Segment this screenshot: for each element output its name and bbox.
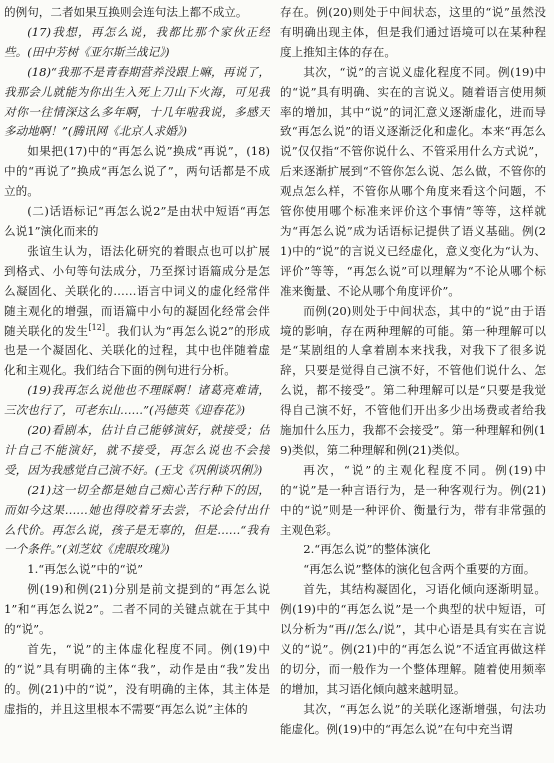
left-example-paragraph [4,23,270,63]
paragraph-text: 例(19)和例(21)分别是前文提到的“再怎么说1”和“再怎么说2”。二者不同的关键点就在于其中的“说”。 [4,582,270,637]
paragraph-text: (21)这一切全都是她自己痴心苦行种下的因，而如今这果……她也得咬着牙去尝，不论会付出什么代价。再怎么说，孩子是无辜的，但是……“我有一个条件。”(刘芝妏《虎眼玫瑰》) [4,482,270,557]
paragraph-text: 再次，“说”的主观化程度不同。例(19)中的“说”是一种言语行为，是一种客观行为。例(21)中的“说”则是一种评价、衡量行为，带有非常强的主观色彩。 [280,462,546,537]
right-body-paragraph [280,700,546,740]
left-example-paragraph [4,63,270,143]
paragraph-text: 2.“再怎么说”的整体演化 [303,542,431,557]
left-body-paragraph [4,142,270,202]
paragraph-text: (18)“我那不是青春期营养没跟上嘛，再说了，我那会儿就能为你出生入死上刀山下火海，可见我对你一往情深这么多年啊，十几年啦我说，多感天多动地啊！”(腾讯网《北京人求婚》) [4,64,270,139]
paragraph-text: 而例(20)则处于中间状态，其中的“说”由于语境的影响，存在两种理解的可能。第一种理解可以是“某剧组的人拿着剧本来找我，对我下了很多说辞，只要是觉得自己演不好，不管他们说什么、怎么说，都不接受”。第二种理解可以是“只要是我觉得自己演不好，不管他们开出多少出场费或者给我施加什么压力，我都不会接受”。第一种理解和例(19)类似，第二种理解和例(21)类似。 [280,303,546,457]
right-column [280,3,546,763]
citation-superscript: [12] [88,322,105,332]
left-body-paragraph [4,580,270,640]
paragraph-text: (二)话语标记“再怎么说2”是由状中短语“再怎么说1”演化而来的 [4,204,270,238]
paragraph-text: (19)我再怎么说他也不理睬啊！诸葛亮难请，三次也行了，可老东山……”(冯德英《迎春花》) [4,383,270,418]
left-body-paragraph [4,3,270,23]
left-example-paragraph [4,481,270,561]
paragraph-text: (17)我想，再怎么说，我都比那个家伙正经些。(田中芳树《亚尔斯兰战记》) [4,24,270,59]
right-body-paragraph [280,580,546,699]
left-body-paragraph [4,242,270,381]
left-heading-paragraph [4,202,270,242]
right-heading-paragraph [280,540,546,560]
paragraph-text: “再怎么说”整体的演化包含两个重要的方面。 [303,562,536,577]
paragraph-text: 其次，“再怎么说”的关联化逐渐增强，句法功能虚化。例(19)中的“再怎么说”在句中充当谓 [280,701,546,736]
right-body-paragraph [280,302,546,461]
right-body-paragraph [280,63,546,302]
paragraph-text-continued: 。我们认为“再怎么说2”的形成也是一个凝固化、关联化的过程，其中也伴随着虚化和主观化。我们结合下面的例句进行分析。 [4,323,270,378]
left-heading-paragraph [4,560,270,580]
paragraph-text: 张谊生认为，语法化研究的着眼点也可以扩展到格式、小句等句法成分，乃至探讨语篇成分是怎么凝固化、关联化的……语言中词义的虚化经常伴随主观化的增强，而语篇中小句的凝固化经常会伴随关联化的发生 [4,243,270,338]
right-body-paragraph [280,461,546,541]
paragraph-text: 其次，“说”的言说义虚化程度不同。例(19)中的“说”具有明确、实在的言说义。随着语言使用频率的增加，其中“说”的词汇意义逐渐虚化，进而导致“再怎么说”的语义逐渐泛化和虚化。本来“再怎么说”仅仅指“不管你说什么、不管采用什么方式说”，后来逐渐扩展到“不管你怎么说、怎么做，不管你的观点怎么样，不管你从哪个角度来看这个问题，不管你使用哪个标准来评价这个事情”等等，这样就为“再怎么说”成为话语标记提供了语义基础。例(21)中的“说”的言说义已经虚化，意义变化为“认为、评价”等等，“再怎么说”可以理解为“不论从哪个标准来衡量、不论从哪个角度评价”。 [280,64,546,298]
paragraph-text: 首先，其结构凝固化，习语化倾向逐渐明显。例(19)中的“再怎么说”是一个典型的状中短语，可以分析为“再//怎么/说”，其中心语是具有实在言说义的“说”。例(21)中的“再怎么说”不适宜再做这样的切分，而一般作为一个整体理解。随着使用频率的增加，其习语化倾向越来越明显。 [280,582,546,696]
paragraph-text: 存在。例(20)则处于中间状态，这里的“说”虽然没有明确出现主体，但是我们通过语境可以在某种程度上推知主体的存在。 [280,5,546,59]
paragraph-text: 1.“再怎么说”中的“说” [27,562,144,577]
paragraph-text: 的例句，二者如果互换则会连句法上都不成立。 [4,5,248,19]
right-body-paragraph [280,560,546,580]
left-example-paragraph [4,421,270,481]
paragraph-text: (20)看剧本，估计自己能够演好，就接受；估计自己不能演好，就不接受，再怎么说也不会接受，因为我感觉自己演不好。(王戈《巩俐谈巩俐》) [4,423,270,477]
left-body-paragraph [4,640,270,720]
paragraph-text: 如果把(17)中的“再怎么说”换成“再说”，(18)中的“再说了”换成“再怎么说了”，两句话都是不成立的。 [4,144,270,199]
left-column [4,3,270,763]
right-body-paragraph [280,3,546,63]
paragraph-text: 首先，“说”的主体虚化程度不同。例(19)中的“说”具有明确的主体“我”，动作是由“我”发出的。例(21)中的“说”，没有明确的主体，其主体是虚指的，并且这里根本不需要“再怎么说”主体的 [4,642,270,716]
left-example-paragraph [4,381,270,421]
